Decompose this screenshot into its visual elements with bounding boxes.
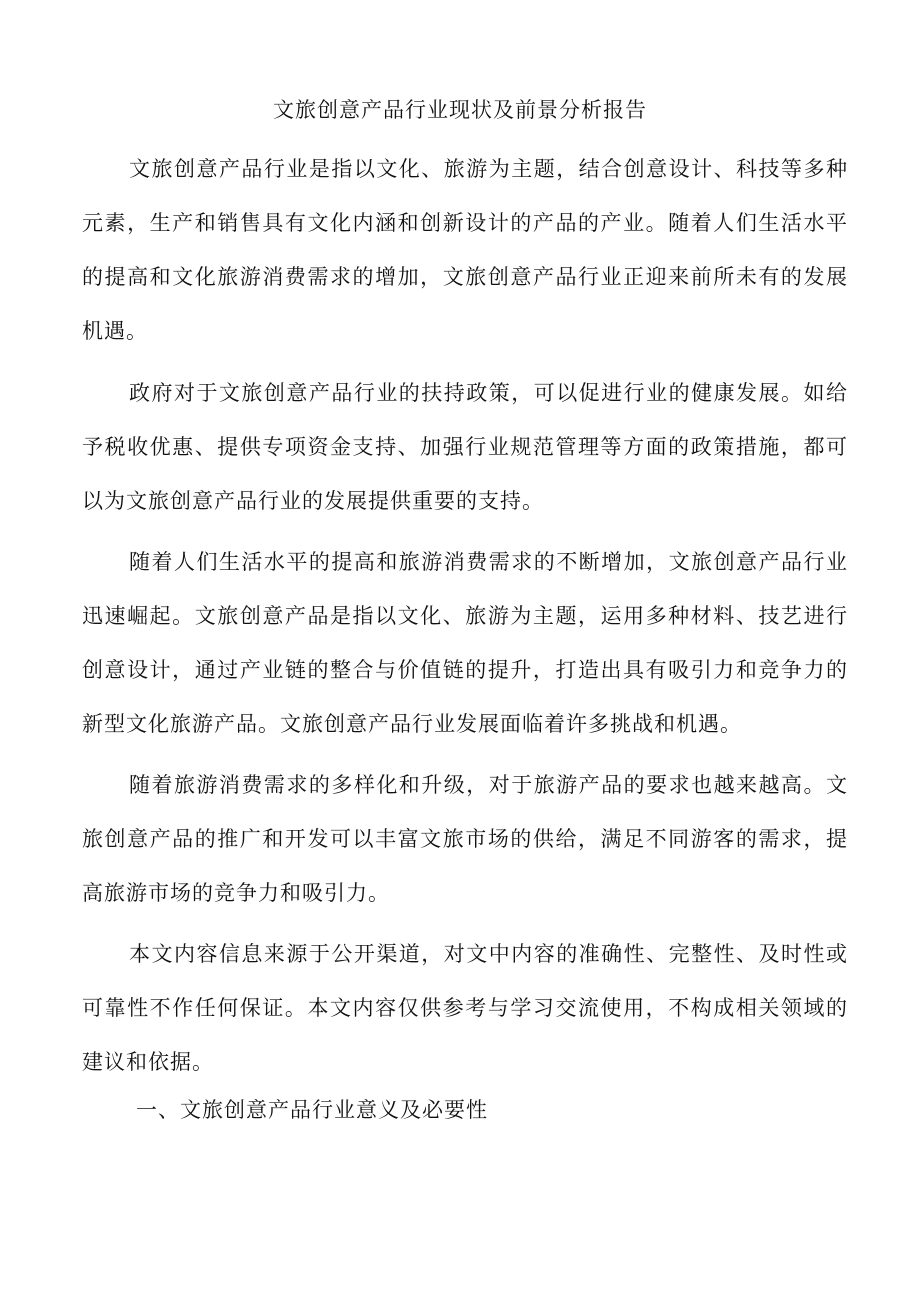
paragraph-consumer-demand: 随着旅游消费需求的多样化和升级，对于旅游产品的要求也越来越高。文旅创意产品的推广和开发可以丰富文旅市场的供给，满足不同游客的需求，提高旅游市场的竞争力和吸引力。 (82, 773, 848, 905)
paragraph-industry-definition: 文旅创意产品行业是指以文化、旅游为主题，结合创意设计、科技等多种元素，生产和销售具有文化内涵和创新设计的产品的产业。随着人们生活水平的提高和文化旅游消费需求的增加，文旅创意产品行业正迎来前所未有的发展机遇。 (82, 157, 848, 343)
paragraph-industry-rise: 随着人们生活水平的提高和旅游消费需求的不断增加，文旅创意产品行业迅速崛起。文旅创意产品是指以文化、旅游为主题，运用多种材料、技艺进行创意设计，通过产业链的整合与价值链的提升，打造出具有吸引力和竞争力的新型文化旅游产品。文旅创意产品行业发展面临着许多挑战和机遇。 (82, 550, 848, 736)
document-title: 文旅创意产品行业现状及前景分析报告 (273, 98, 647, 122)
paragraph-disclaimer: 本文内容信息来源于公开渠道，对文中内容的准确性、完整性、及时性或可靠性不作任何保证。本文内容仅供参考与学习交流使用，不构成相关领域的建议和依据。 (82, 942, 848, 1074)
section-heading: 一、文旅创意产品行业意义及必要性 (136, 1098, 488, 1122)
paragraph-government-policy: 政府对于文旅创意产品行业的扶持政策，可以促进行业的健康发展。如给予税收优惠、提供专项资金支持、加强行业规范管理等方面的政策措施，都可以为文旅创意产品行业的发展提供重要的支持。 (82, 381, 848, 513)
